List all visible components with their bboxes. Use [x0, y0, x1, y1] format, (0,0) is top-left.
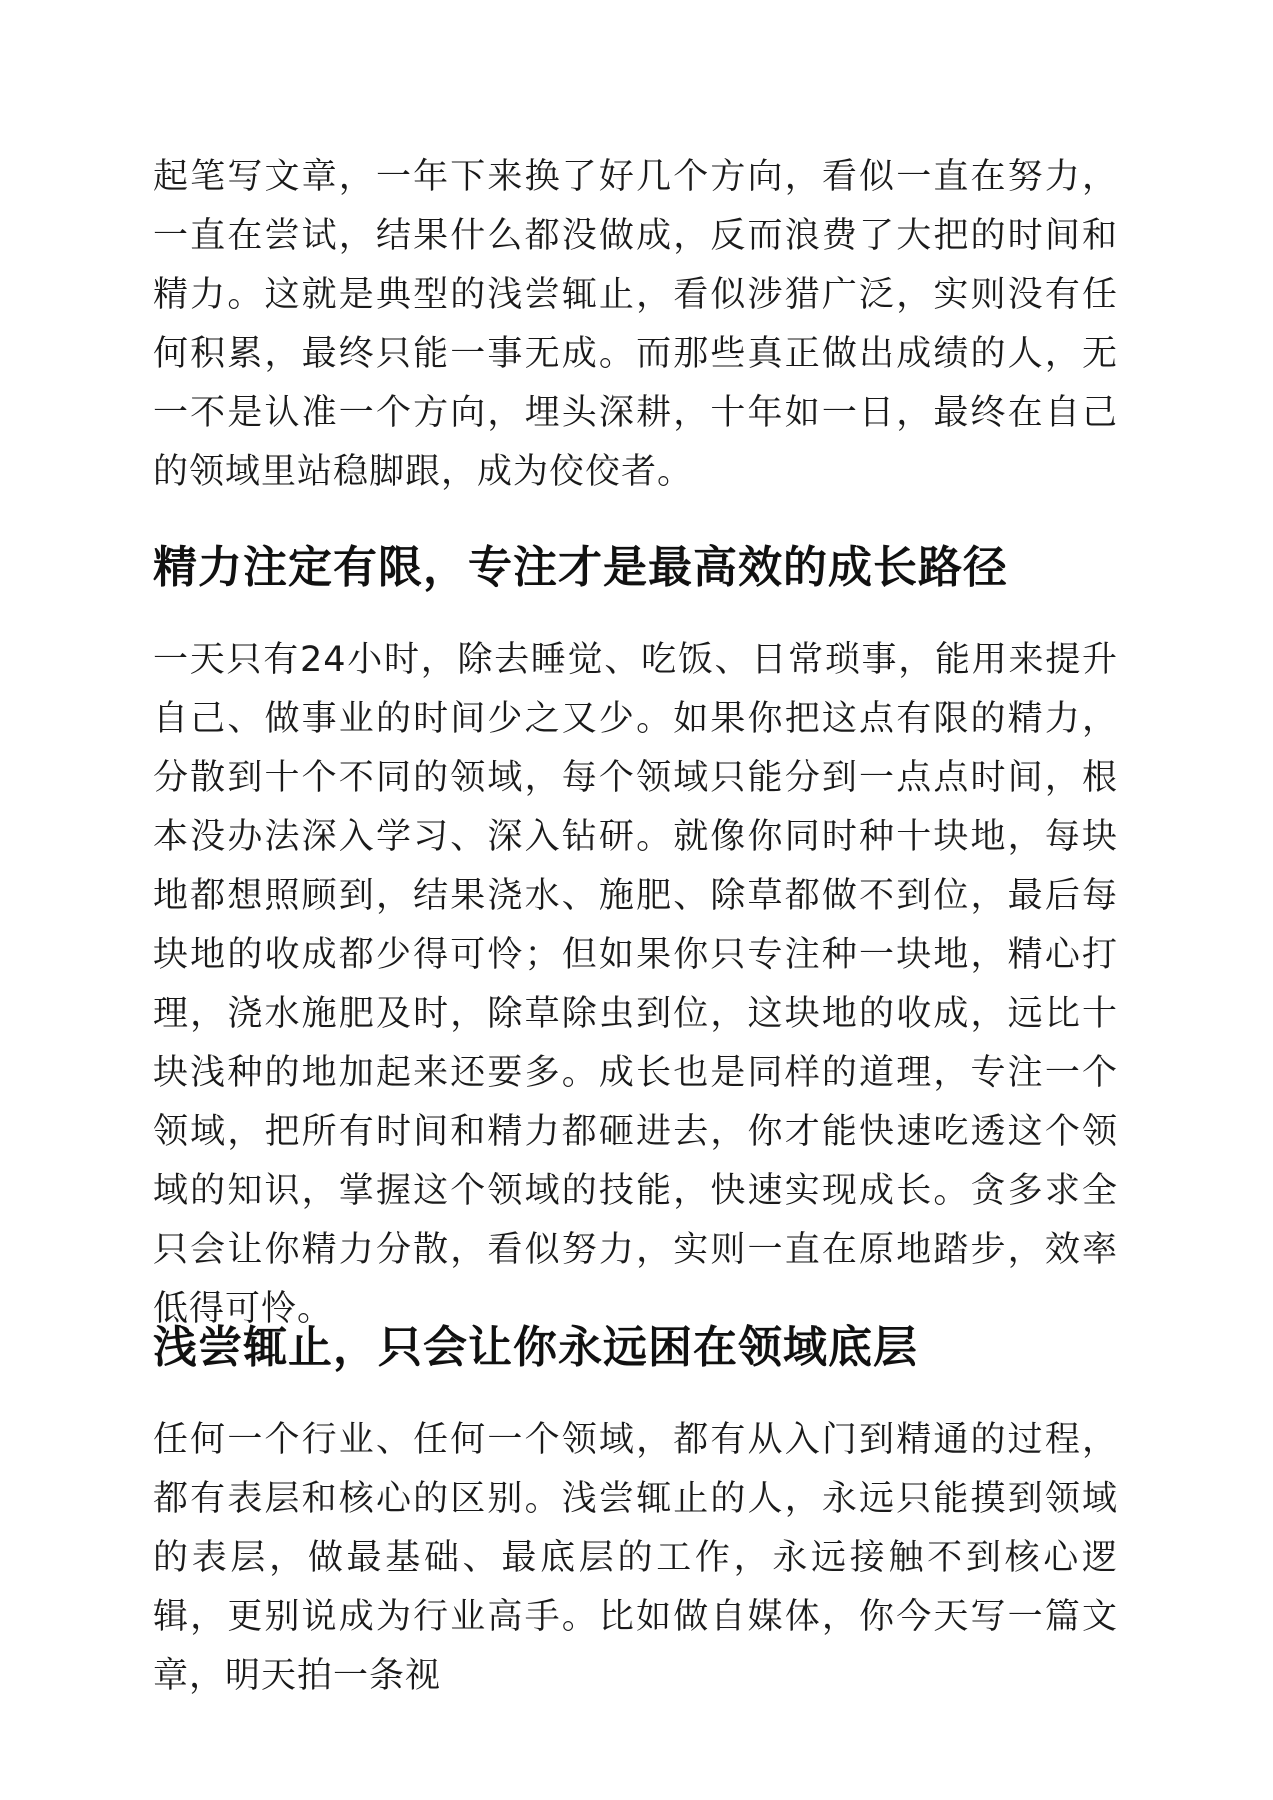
section-heading: 精力注定有限，专注才是最高效的成长路径 [153, 542, 1008, 593]
section-heading: 浅尝辄止，只会让你永远困在领域底层 [153, 1322, 918, 1373]
body-paragraph: 一天只有24小时，除去睡觉、吃饭、日常琐事，能用来提升自己、做事业的时间少之又少。如果你把这点有限的精力，分散到十个不同的领域，每个领域只能分到一点点时间，根本没办法深入学习、深入钻研。就像你同时种十块地，每块地都想照顾到，结果浇水、施肥、除草都做不到位，最后每块地的收成都少得可怜；但如果你只专注种一块地，精心打理，浇水施肥及时，除草除虫到位，这块地的收成，远比十块浅种的地加起来还要多。成长也是同样的道理，专注一个领域，把所有时间和精力都砸进去，你才能快速吃透这个领域的知识，掌握这个领域的技能，快速实现成长。贪多求全只会让你精力分散，看似努力，实则一直在原地踏步，效率低得可怜。 [153, 640, 1118, 1329]
body-paragraph: 任何一个行业、任何一个领域，都有从入门到精通的过程，都有表层和核心的区别。浅尝辄止的人，永远只能摸到领域的表层，做最基础、最底层的工作，永远接触不到核心逻辑，更别说成为行业高手。比如做自媒体，你今天写一篇文章，明天拍一条视 [153, 1420, 1118, 1696]
body-paragraph: 起笔写文章，一年下来换了好几个方向，看似一直在努力，一直在尝试，结果什么都没做成，反而浪费了大把的时间和精力。这就是典型的浅尝辄止，看似涉猎广泛，实则没有任何积累，最终只能一事无成。而那些真正做出成绩的人，无一不是认准一个方向，埋头深耕，十年如一日，最终在自己的领域里站稳脚跟，成为佼佼者。 [153, 157, 1118, 492]
